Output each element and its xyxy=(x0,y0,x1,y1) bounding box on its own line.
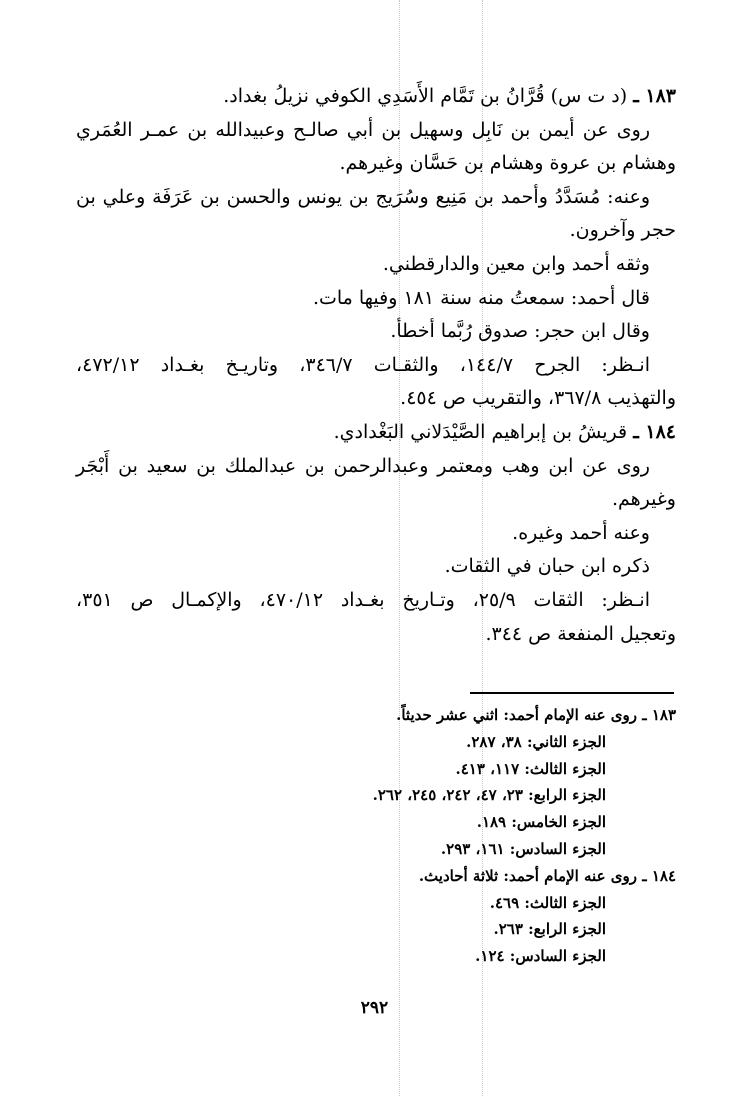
main-text xyxy=(76,80,676,651)
entry-title: (د ت س) قُرَّانُ بن تَمَّام الأَسَدِي الكوفي نزيلُ بغداد. xyxy=(223,85,628,107)
text-line: قال أحمد: سمعتُ منه سنة ١٨١ وفيها مات. xyxy=(312,286,650,309)
text-line: وثقه أحمد وابن معين والدارقطني. xyxy=(382,252,650,275)
text-line: انـظر: الجرح ١٤٤/٧، والثقـات ٣٤٦/٧، وتاريـخ بغـداد ٤٧٢/١٢، xyxy=(76,353,651,376)
footnote-line: الجزء الرابع: ٢٦٣. xyxy=(493,920,606,939)
page-number: ٢٩٢ xyxy=(360,998,389,1018)
footnote-separator xyxy=(470,692,674,694)
footnote-183-heading: ١٨٣ ـ روى عنه الإمام أحمد: اثني عشر حديثاً. xyxy=(396,706,676,724)
text-line: وغيرهم. xyxy=(611,488,676,511)
entry-number: ١٨٣ ـ xyxy=(633,85,676,107)
footnote-line: الجزء السادس: ١٢٤. xyxy=(475,947,606,966)
text-line: وهشام بن عروة وهشام بن حَسَّان وغيرهم. xyxy=(339,152,676,175)
footnote-line: الجزء السادس: ١٦١، ٢٩٣. xyxy=(440,839,606,858)
text-line: ذكره ابن حبان في الثقات. xyxy=(444,555,650,578)
footnote-line: الجزء الخامس: ١٨٩. xyxy=(476,813,606,832)
entry-184-heading xyxy=(76,416,676,450)
text-line: روى عن أيمن بن نَابِل وسهيل بن أبي صالـح وعبيدالله بن عمـر العُمَري xyxy=(76,118,650,141)
footnotes xyxy=(76,702,676,970)
text-line: وقال ابن حجر: صدوق رُبَّما أخطأ. xyxy=(390,320,650,343)
text-line: وعنه: مُسَدَّدُ وأحمد بن مَنِيع وسُرَيج بن يونس والحسن بن عَرَفَة وعلي بن xyxy=(76,185,650,208)
footnote-line: الجزء الثالث: ١١٧، ٤١٣. xyxy=(455,759,606,778)
text-line: روى عن ابن وهب ومعتمر وعبدالرحمن بن عبدالملك بن سعيد بن أَبْجَر xyxy=(76,454,650,477)
entry-title: قريشُ بن إبراهيم الصَّيْدَلاني البَغْدادي. xyxy=(333,420,628,443)
text-line: حجر وآخرون. xyxy=(569,219,676,242)
footnote-184-heading: ١٨٤ ـ روى عنه الإمام أحمد: ثلاثة أحاديث. xyxy=(418,866,676,885)
text-line: وعنه أحمد وغيره. xyxy=(512,521,650,544)
text-line: وتعجيل المنفعة ص ٣٤٤. xyxy=(485,622,676,645)
footnote-line: الجزء الثاني: ٣٨، ٢٨٧. xyxy=(466,732,606,751)
footnote-line: الجزء الثالث: ٤٦٩. xyxy=(489,893,606,912)
text-line: والتهذيب ٣٦٧/٨، والتقريب ص ٤٥٤. xyxy=(400,387,676,410)
footnote-line: الجزء الرابع: ٢٣، ٤٧، ٢٤٢، ٢٤٥، ٢٦٢. xyxy=(372,786,606,805)
entry-number: ١٨٤ ـ xyxy=(633,420,676,443)
entry-183-heading xyxy=(76,80,676,114)
text-line: انـظر: الثقات ٢٥/٩، وتـاريخ بغـداد ٤٧٠/١٢، والإكمـال ص ٣٥١، xyxy=(76,588,650,611)
